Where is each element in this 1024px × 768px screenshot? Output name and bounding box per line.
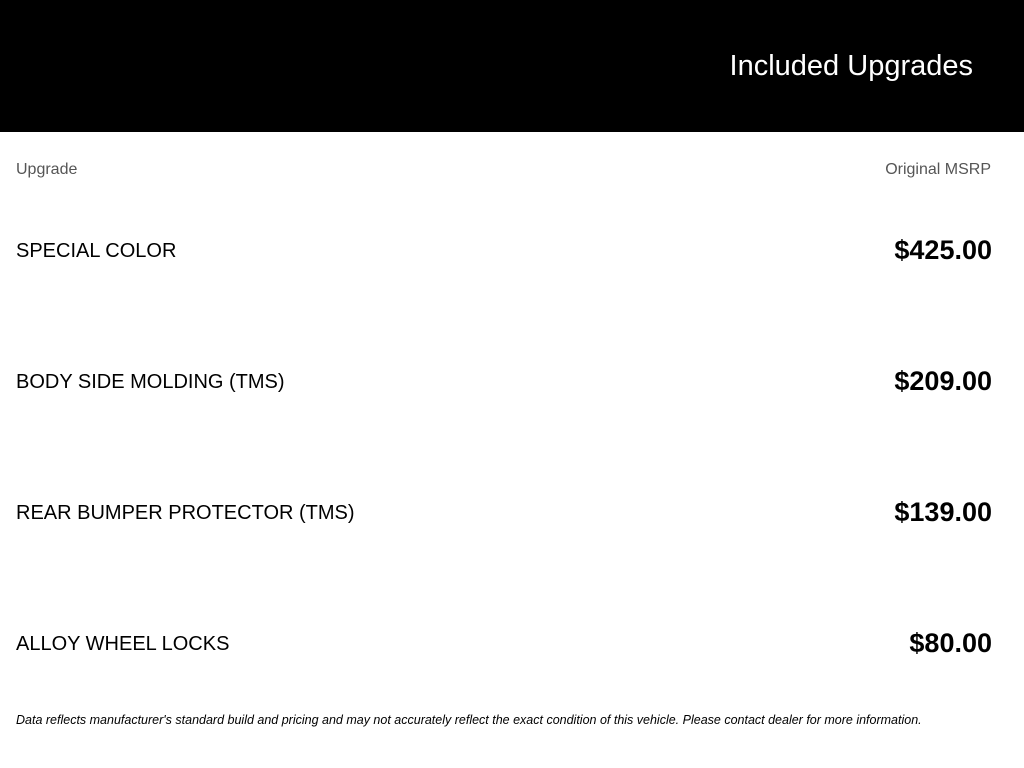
page-header xyxy=(0,0,1024,132)
upgrade-row xyxy=(16,577,992,708)
page-title: Included Upgrades xyxy=(729,50,973,82)
upgrade-row xyxy=(16,184,992,315)
column-headers xyxy=(16,160,991,180)
upgrade-row xyxy=(16,446,992,577)
column-header-upgrade: Upgrade xyxy=(16,161,78,178)
upgrade-name: ALLOY WHEEL LOCKS xyxy=(16,633,230,655)
upgrade-price: $139.00 xyxy=(894,497,992,527)
upgrade-name: BODY SIDE MOLDING (TMS) xyxy=(16,371,285,393)
upgrades-list xyxy=(16,184,992,684)
upgrade-row xyxy=(16,315,992,446)
upgrade-name: SPECIAL COLOR xyxy=(16,240,177,262)
upgrade-price: $209.00 xyxy=(894,366,992,396)
upgrade-price: $425.00 xyxy=(894,235,992,265)
column-header-msrp: Original MSRP xyxy=(885,161,991,178)
upgrade-price: $80.00 xyxy=(909,628,992,658)
upgrade-name: REAR BUMPER PROTECTOR (TMS) xyxy=(16,502,355,524)
disclaimer-text: Data reflects manufacturer's standard build and pricing and may not accurately reflect the exact condition of this vehicle. Please contact dealer for more information. xyxy=(16,713,922,727)
